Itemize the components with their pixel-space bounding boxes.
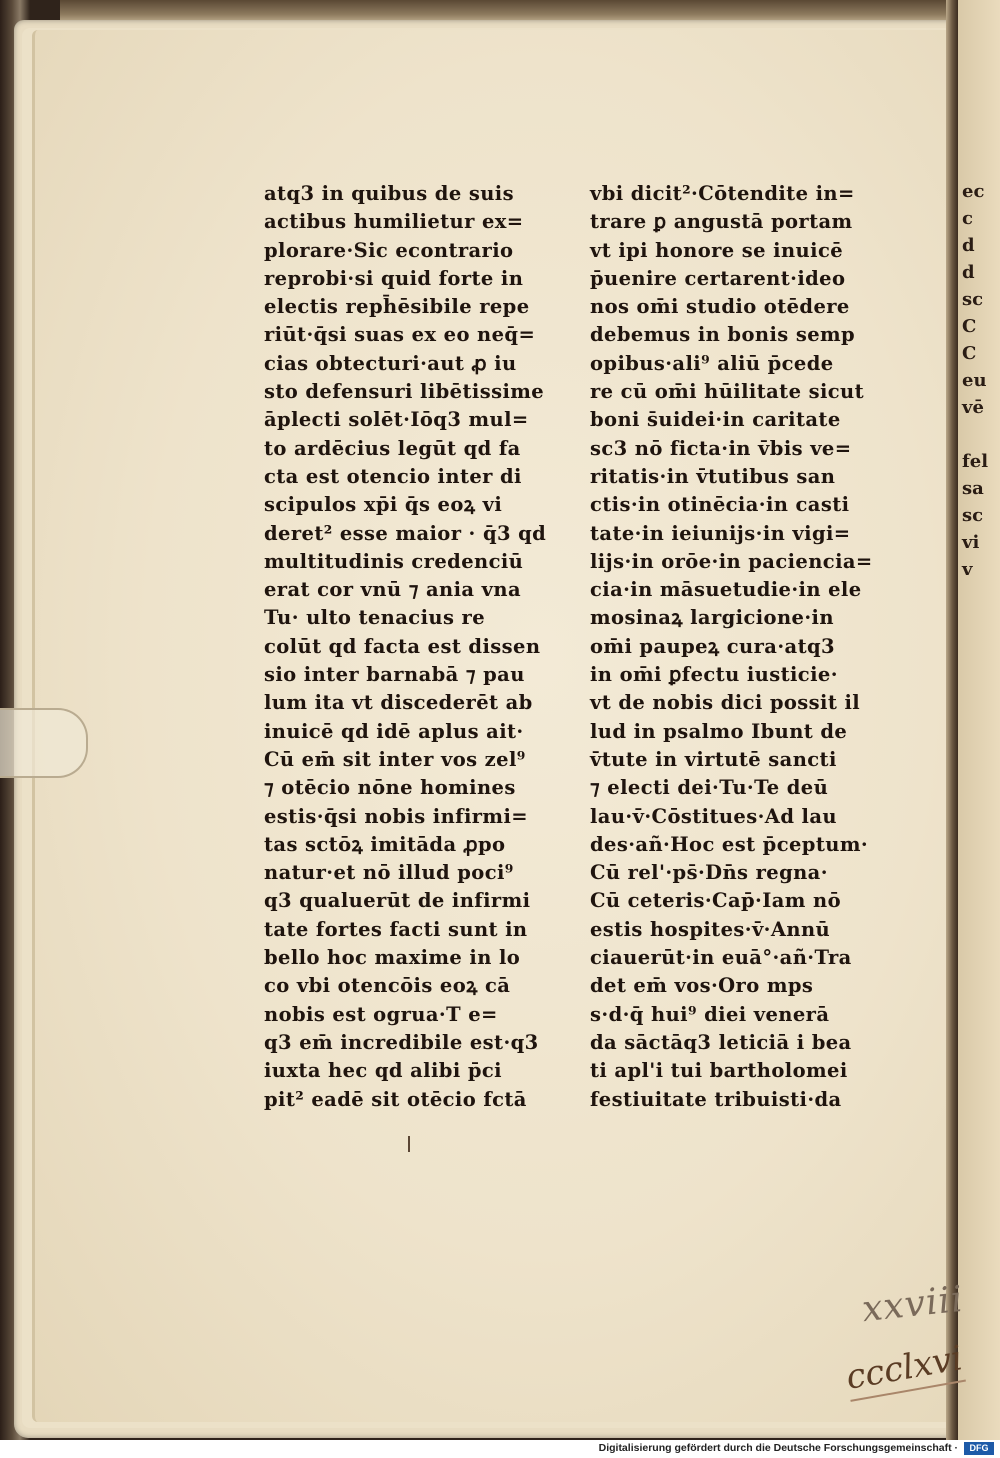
text-line: Cū em̄ sit inter vos zel⁹ [264,747,526,771]
text-line: cia·in māsuetudie·in ele [590,578,862,602]
text-line: actibus humilietur ex= [264,210,524,234]
facing-text-fragment: C [962,343,977,364]
text-line: om̄i paupeꝝ cura·atq3 [590,634,835,658]
text-line: ritatis·in v̄tutibus san [590,464,836,488]
text-line: iuxta hec qd alibi p̄ci [264,1059,502,1083]
text-line: natur·et nō illud poci⁹ [264,861,514,885]
text-line: q3 qualuerūt de infirmi [264,889,531,913]
text-line: nos om̄i studio otēdere [590,295,850,319]
text-line: reprobi·si quid forte in [264,266,524,290]
text-line: cias obtecturi·aut ꝓ iu [264,351,517,375]
right-text-column [590,180,890,1114]
facing-text-fragment: vē [962,397,984,418]
facing-text-fragment: d [962,262,975,283]
text-line: Cū ceteris·Cap̄·Iam nō [590,889,841,913]
text-line: estis hospites·v̄·Annū [590,917,831,941]
bookmark-tab [0,708,88,778]
text-line: āplecti solēt·Iōq3 mul= [264,408,529,432]
text-line: opibus·ali⁹ aliū p̄cede [590,351,834,375]
facing-text-fragment: sc [962,289,984,310]
text-line: s·d·q̄ hui⁹ diei venerā [590,1002,830,1026]
facing-text-fragment: sc [962,505,984,526]
text-line: tate fortes facti sunt in [264,917,528,941]
facing-text-fragment: c [962,208,973,229]
left-text-column [264,180,564,1114]
text-line: des·añ·Hoc est p̄ceptum· [590,832,869,856]
text-line: debemus in bonis semp [590,323,856,347]
text-line: lud in psalmo Ibunt de [590,719,848,743]
text-line: co vbi otencōis eoꝝ cā [264,974,511,998]
text-line: colūt qd facta est dissen [264,634,541,658]
text-line: estis·q̄si nobis infirmi= [264,804,529,828]
text-line: festiuitate tribuisti·da [590,1087,842,1111]
text-line: nobis est ogrua·T e= [264,1002,498,1026]
text-line: tate·in ieiunijs·in vigi= [590,521,851,545]
folio-number: xxviii [860,1278,966,1331]
text-line: q3 em̄ incredibile est·q3 [264,1030,539,1054]
text-line: ⁊ otēcio nōne homines [264,776,516,800]
text-line: trare ꝑ angustā portam [590,210,853,234]
text-line: v̄tute in virtutē sancti [590,747,837,771]
text-line: tas sctōꝝ imitāda ꝓpo [264,832,506,856]
text-line: p̄uenire certarent·ideo [590,266,846,290]
text-line: pit² eadē sit otēcio fctā [264,1087,527,1111]
text-line: Cū rel'·ps̄·Dn̄s regna· [590,861,828,885]
facing-text-fragment: d [962,235,975,256]
text-line: inuicē qd idē aplus ait· [264,719,524,743]
manuscript-note: ccclxvi [843,1338,966,1402]
text-line: multitudinis credenciū [264,549,524,573]
text-line: lum ita vt discederēt ab [264,691,533,715]
text-line: bello hoc maxime in lo [264,946,521,970]
text-line: ti apl'i tui bartholomei [590,1059,848,1083]
facing-text-fragment [962,421,1000,448]
text-line: cta est otencio inter di [264,464,522,488]
text-line: electis reph̄ēsibile repe [264,295,530,319]
text-line: plorare·Sic econtrario [264,238,514,262]
facing-text-fragment: v [962,559,973,580]
footer-credit: Digitalisierung gefördert durch die Deutsche Forschungsgemeinschaft · [598,1442,958,1454]
facing-text-fragment: vi [962,532,980,553]
book-gutter [946,0,958,1440]
text-line: lijs·in orōe·in paciencia= [590,549,873,573]
dfg-logo[interactable]: DFG [964,1442,994,1455]
text-line: deret² esse maior · q̄3 qd [264,521,547,545]
facing-text-fragment: fel [962,451,989,472]
text-line: boni s̄uidei·in caritate [590,408,841,432]
text-line: riūt·q̄si suas ex eo neq̄= [264,323,536,347]
facing-text-fragment: C [962,316,977,337]
text-line: sto defensuri libētissime [264,380,545,404]
text-line: erat cor vnū ⁊ ania vna [264,578,521,602]
text-line: ⁊ electi dei·Tu·Te deū [590,776,829,800]
facing-text-fragment: ec [962,181,985,202]
text-line: to ardēcius legūt qd fa [264,436,521,460]
footer-bar [0,1440,1000,1458]
facing-text-fragment: sa [962,478,984,499]
facing-text-fragment: eu [962,370,987,391]
text-line: vbi dicit²·Cōtendite in= [590,182,855,205]
text-line: ciauerūt·in euā°·añ·Tra [590,946,852,970]
text-line: sc3 nō ficta·in v̄bis ve= [590,436,852,460]
ink-mark [408,1136,410,1152]
text-line: Tu· ulto tenacius re [264,606,485,630]
text-line: scipulos xp̄i q̄s eoꝝ vi [264,493,503,517]
text-line: vt ipi honore se inuicē [590,238,844,262]
text-line: det em̄ vos·Oro mps [590,974,814,998]
text-line: mosinaꝝ largicione·in [590,606,834,630]
text-line: vt de nobis dici possit il [590,691,861,715]
text-line: da sāctāq3 leticiā i bea [590,1030,852,1054]
text-line: in om̄i ꝑfectu iusticie· [590,663,838,687]
text-line: re cū om̄i hūilitate sicut [590,380,865,404]
facing-page [958,0,1000,1440]
text-line: ctis·in otinēcia·in casti [590,493,850,517]
text-line: sio inter barnabā ⁊ pau [264,663,525,687]
text-line: atq3 in quibus de suis [264,182,514,205]
text-line: lau·v̄·Cōstitues·Ad lau [590,804,837,828]
facing-page-text [962,178,1000,583]
